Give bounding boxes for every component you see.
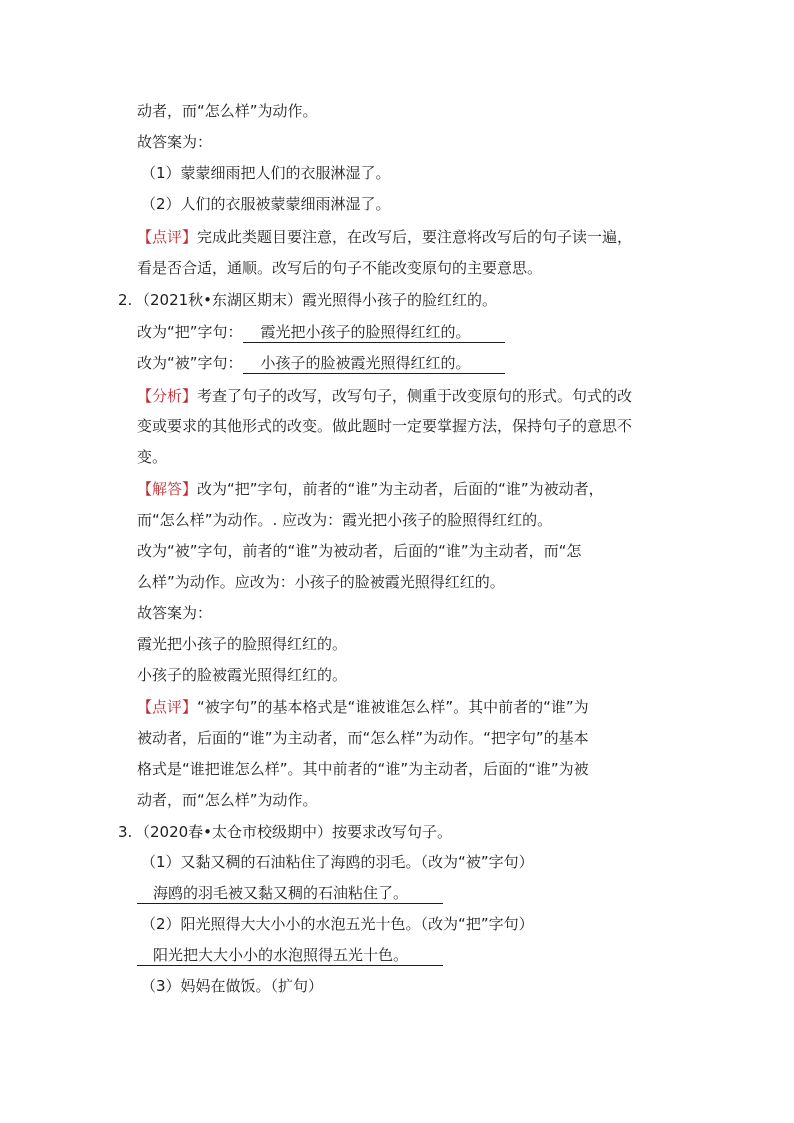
comment-line bbox=[137, 697, 589, 719]
comment-line: 被动者，后面的“谁”为主动者，而“怎么样”为动作。“把字句”的基本 bbox=[137, 729, 589, 747]
blank-answer: 海鸥的羽毛被又黏又稠的石油粘住了。 bbox=[137, 883, 443, 904]
analysis-tag: 【分析】 bbox=[137, 387, 198, 405]
comment-line: 看是否合适，通顺。改写后的句子不能改变原句的主要意思。 bbox=[137, 259, 543, 277]
question-number: 3. bbox=[118, 823, 133, 841]
answer-label: 故答案为： bbox=[137, 604, 213, 622]
comment-tag: 【点评】 bbox=[137, 698, 198, 716]
answer-label: 故答案为： bbox=[137, 133, 213, 151]
comment-text: “被字句”的基本格式是“谁被谁怎么样”。其中前者的“谁”为 bbox=[197, 698, 589, 716]
rewrite-line bbox=[137, 322, 505, 344]
rewrite-line bbox=[137, 353, 505, 375]
question-stem: （2020春•太仓市校级期中）按要求改写句子。 bbox=[135, 823, 453, 841]
answer-blank-line bbox=[137, 945, 443, 967]
question-stem: （2021秋•东湖区期末）霞光照得小孩子的脸红红的。 bbox=[135, 291, 498, 309]
rewrite-label: 改为“把”字句： bbox=[137, 323, 243, 341]
rewrite-answer: 霞光把小孩子的脸照得红红的。 bbox=[243, 322, 505, 343]
comment-line: 格式是“谁把谁怎么样”。其中前者的“谁”为主动者，后面的“谁”为被 bbox=[137, 760, 589, 778]
sub-question: （1）又黏又稠的石油粘住了海鸥的羽毛。（改为“被”字句） bbox=[141, 853, 534, 871]
sub-question: （3）妈妈在做饭。（扩句） bbox=[141, 977, 324, 995]
comment-text: 完成此类题目要注意，在改写后，要注意将改写后的句子读一遍， bbox=[197, 228, 633, 246]
sub-question: （2）阳光照得大大小小的水泡五光十色。（改为“把”字句） bbox=[141, 915, 534, 933]
blank-answer: 阳光把大大小小的水泡照得五光十色。 bbox=[137, 945, 443, 966]
answer-item-1: （1）蒙蒙细雨把人们的衣服淋湿了。 bbox=[141, 164, 391, 182]
solution-tag: 【解答】 bbox=[137, 480, 198, 498]
answer-item-1: 霞光把小孩子的脸照得红红的。 bbox=[137, 635, 348, 653]
solution-line: 改为“被”字句，前者的“谁”为被动者，后面的“谁”为主动者，而“怎 bbox=[137, 542, 582, 560]
question-number: 2. bbox=[118, 291, 133, 309]
solution-line bbox=[137, 479, 604, 501]
answer-blank-line bbox=[137, 883, 443, 905]
rewrite-label: 改为“被”字句： bbox=[137, 354, 243, 372]
analysis-line: 变或要求的其他形式的改变。做此题时一定要掌握方法，保持句子的意思不 bbox=[137, 417, 633, 435]
analysis-line bbox=[137, 386, 632, 408]
text-line: 动者，而“怎么样”为动作。 bbox=[137, 102, 318, 120]
comment-tag: 【点评】 bbox=[137, 228, 198, 246]
solution-line: 而“怎么样”为动作。. 应改为：霞光把小孩子的脸照得红红的。 bbox=[137, 511, 553, 529]
answer-item-2: （2）人们的衣服被蒙蒙细雨淋湿了。 bbox=[141, 195, 391, 213]
rewrite-answer: 小孩子的脸被霞光照得红红的。 bbox=[243, 353, 505, 374]
comment-line bbox=[137, 227, 632, 249]
solution-line: 么样”为动作。应改为：小孩子的脸被霞光照得红红的。 bbox=[137, 573, 505, 591]
answer-item-2: 小孩子的脸被霞光照得红红的。 bbox=[137, 666, 348, 684]
comment-line: 动者，而“怎么样”为动作。 bbox=[137, 791, 318, 809]
analysis-line: 变。 bbox=[137, 448, 168, 466]
solution-text: 改为“把”字句，前者的“谁”为主动者，后面的“谁”为被动者， bbox=[197, 480, 604, 498]
analysis-text: 考查了句子的改写，改写句子，侧重于改变原句的形式。句式的改 bbox=[197, 387, 633, 405]
